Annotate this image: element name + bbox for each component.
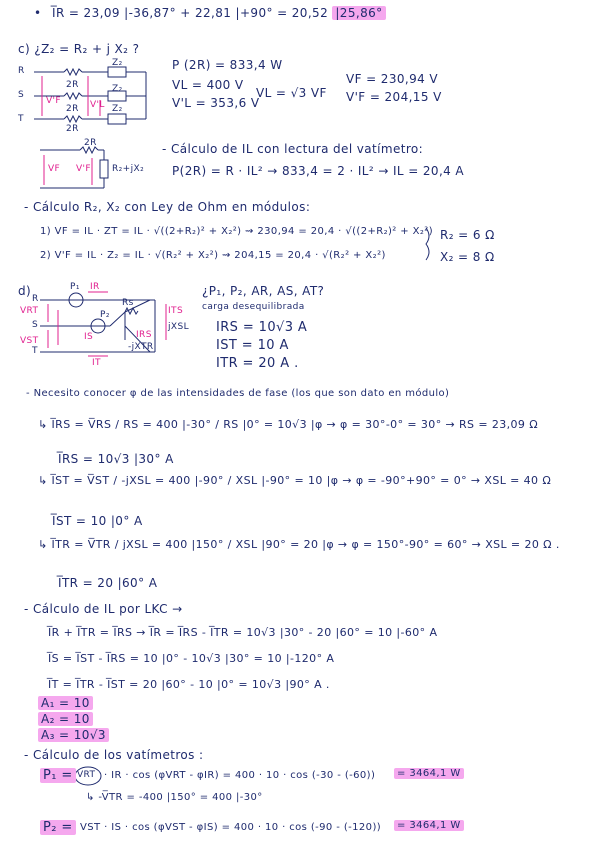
label-single-vf: VF — [48, 164, 61, 174]
label-single-2r: 2R — [84, 138, 97, 148]
label-vl-c: V'L — [90, 100, 105, 110]
vl-vf-relation: VL = √3 VF — [256, 86, 327, 100]
d-label-ir: IR — [90, 282, 100, 292]
equation-1: 1) VF = IL · ZT = IL · √((2+R₂)² + X₂²) ⇝ 230,94 = 20,4 · √((2+R₂)² + X₂²) — [40, 226, 434, 237]
phase-line-2: ↳ I̅ST = V̅ST / -jXSL = 400 |-90° / XSL |-90° = 10 |φ → φ = -90°+90° = 0° → XSL = 40 Ω — [38, 474, 552, 487]
watt-header: - Cálculo de los vatímetros : — [24, 748, 204, 762]
p2-equation: VST · IS · cos (φVST - φIS) = 400 · 10 · cos (-90 - (-120)) — [80, 822, 382, 833]
phase-line-1: ↳ I̅RS = V̅RS / RS = 400 |-30° / RS |0° = 10√3 |φ → φ = 30°-0° = 30° → RS = 23,09 Ω — [38, 418, 539, 431]
d-label-its: ITS — [168, 306, 184, 316]
label-single-vfp: V'F — [76, 164, 92, 174]
d-label-p2: P₂ — [100, 310, 110, 320]
equation-2: 2) V'F = IL · Z₂ = IL · √(R₂² + X₂²) ⇝ 204,15 = 20,4 · √(R₂² + X₂²) — [40, 250, 386, 261]
label-z2-3: Z₂ — [112, 104, 123, 114]
p2-result: = 3464,1 W — [394, 820, 464, 831]
p1-note: ↳ -V̅TR = -400 |150° = 400 |-30° — [86, 792, 263, 803]
lkc-is: I̅S = I̅ST - I̅RS = 10 |0° - 10√3 |30° = 10 |-120° A — [48, 652, 335, 665]
label-s: S — [18, 90, 25, 100]
d-label-jxtr: -jXTR — [128, 342, 154, 352]
part-d-header: d) — [18, 284, 32, 298]
vlp-value: V'L = 353,6 V — [172, 96, 260, 110]
d-note: carga desequilibrada — [202, 302, 305, 312]
lkc-ir: I̅R + I̅TR = I̅RS → I̅R = I̅RS - I̅TR = 10√3 |30° - 20 |60° = 10 |-60° A — [48, 626, 438, 639]
r2-result: R₂ = 6 Ω — [440, 228, 495, 242]
p2r-value: P (2R) = 833,4 W — [172, 58, 283, 72]
ist-given: IST = 10 A — [216, 338, 289, 353]
itr-given: ITR = 20 A . — [216, 356, 299, 371]
phase-line-3: ↳ I̅TR = V̅TR / jXSL = 400 |150° / XSL |90° = 20 |φ → φ = 150°-90° = 60° → XSL = 20 Ω . — [38, 538, 560, 551]
vl-value: VL = 400 V — [172, 78, 244, 92]
d-label-r: R — [32, 294, 39, 304]
d-label-vrt: VRT — [20, 306, 39, 316]
label-2r-1: 2R — [66, 80, 79, 90]
part-c-header: c) ¿Z₂ = R₂ + j X₂ ? — [18, 42, 140, 56]
p1-result: = 3464,1 W — [394, 768, 464, 779]
label-2r-2: 2R — [66, 104, 79, 114]
top-bullet: • — [34, 6, 42, 20]
label-single-z: R₂+jX₂ — [112, 164, 145, 174]
label-z2-2: Z₂ — [112, 84, 123, 94]
p1-equation: · IR · cos (φVRT - φIR) = 400 · 10 · cos (-30 - (-60)) — [104, 770, 376, 781]
itr-phasor: I̅TR = 20 |60° A — [58, 576, 158, 590]
rx-header: - Cálculo R₂, X₂ con Ley de Ohm en módulos: — [24, 200, 311, 214]
d-label-s: S — [32, 320, 39, 330]
phase-header: - Necesito conocer φ de las intensidades de fase (los que son dato en módulo) — [26, 388, 450, 399]
ir-result-text: I̅R = 23,09 |-36,87° + 22,81 |+90° = 20,52 — [52, 6, 329, 20]
p2-label: P₂ = — [40, 820, 76, 835]
ir-result-angle: |25,86° — [332, 6, 385, 20]
lkc-header: - Cálculo de IL por LKC → — [24, 602, 183, 616]
d-label-vst: VST — [20, 336, 39, 346]
ist-phasor: I̅ST = 10 |0° A — [52, 514, 143, 528]
irs-given: IRS = 10√3 A — [216, 320, 308, 335]
label-r: R — [18, 66, 25, 76]
il-equation: P(2R) = R · IL² → 833,4 = 2 · IL² → IL = 20,4 A — [172, 164, 465, 178]
label-t: T — [18, 114, 24, 124]
d-label-rs: Rs — [122, 298, 134, 308]
ammeter-a2: A₂ = 10 — [38, 712, 93, 726]
label-z2-1: Z₂ — [112, 58, 123, 68]
vf-value: VF = 230,94 V — [346, 72, 439, 86]
irs-phasor: I̅RS = 10√3 |30° A — [58, 452, 174, 466]
p1-circled-vrt: VRT — [77, 770, 96, 780]
p1-label: P₁ = — [40, 768, 76, 783]
d-label-p1: P₁ — [70, 282, 80, 292]
d-label-it: IT — [92, 358, 101, 368]
label-vf-c: V'F — [46, 96, 62, 106]
x2-result: X₂ = 8 Ω — [440, 250, 495, 264]
label-2r-3: 2R — [66, 124, 79, 134]
d-label-irs: IRS — [136, 330, 152, 340]
lkc-it: I̅T = I̅TR - I̅ST = 20 |60° - 10 |0° = 10√3 |90° A . — [48, 678, 330, 691]
ammeter-a3: A₃ = 10√3 — [38, 728, 109, 742]
d-label-jxsl: jXSL — [168, 322, 189, 332]
il-header: - Cálculo de IL con lectura del vatímetro: — [162, 142, 424, 156]
vfp-value: V'F = 204,15 V — [346, 90, 442, 104]
d-question: ¿P₁, P₂, AR, AS, AT? — [202, 284, 325, 298]
ammeter-a1: A₁ = 10 — [38, 696, 93, 710]
d-label-is: IS — [84, 332, 94, 342]
d-label-t: T — [32, 346, 38, 356]
